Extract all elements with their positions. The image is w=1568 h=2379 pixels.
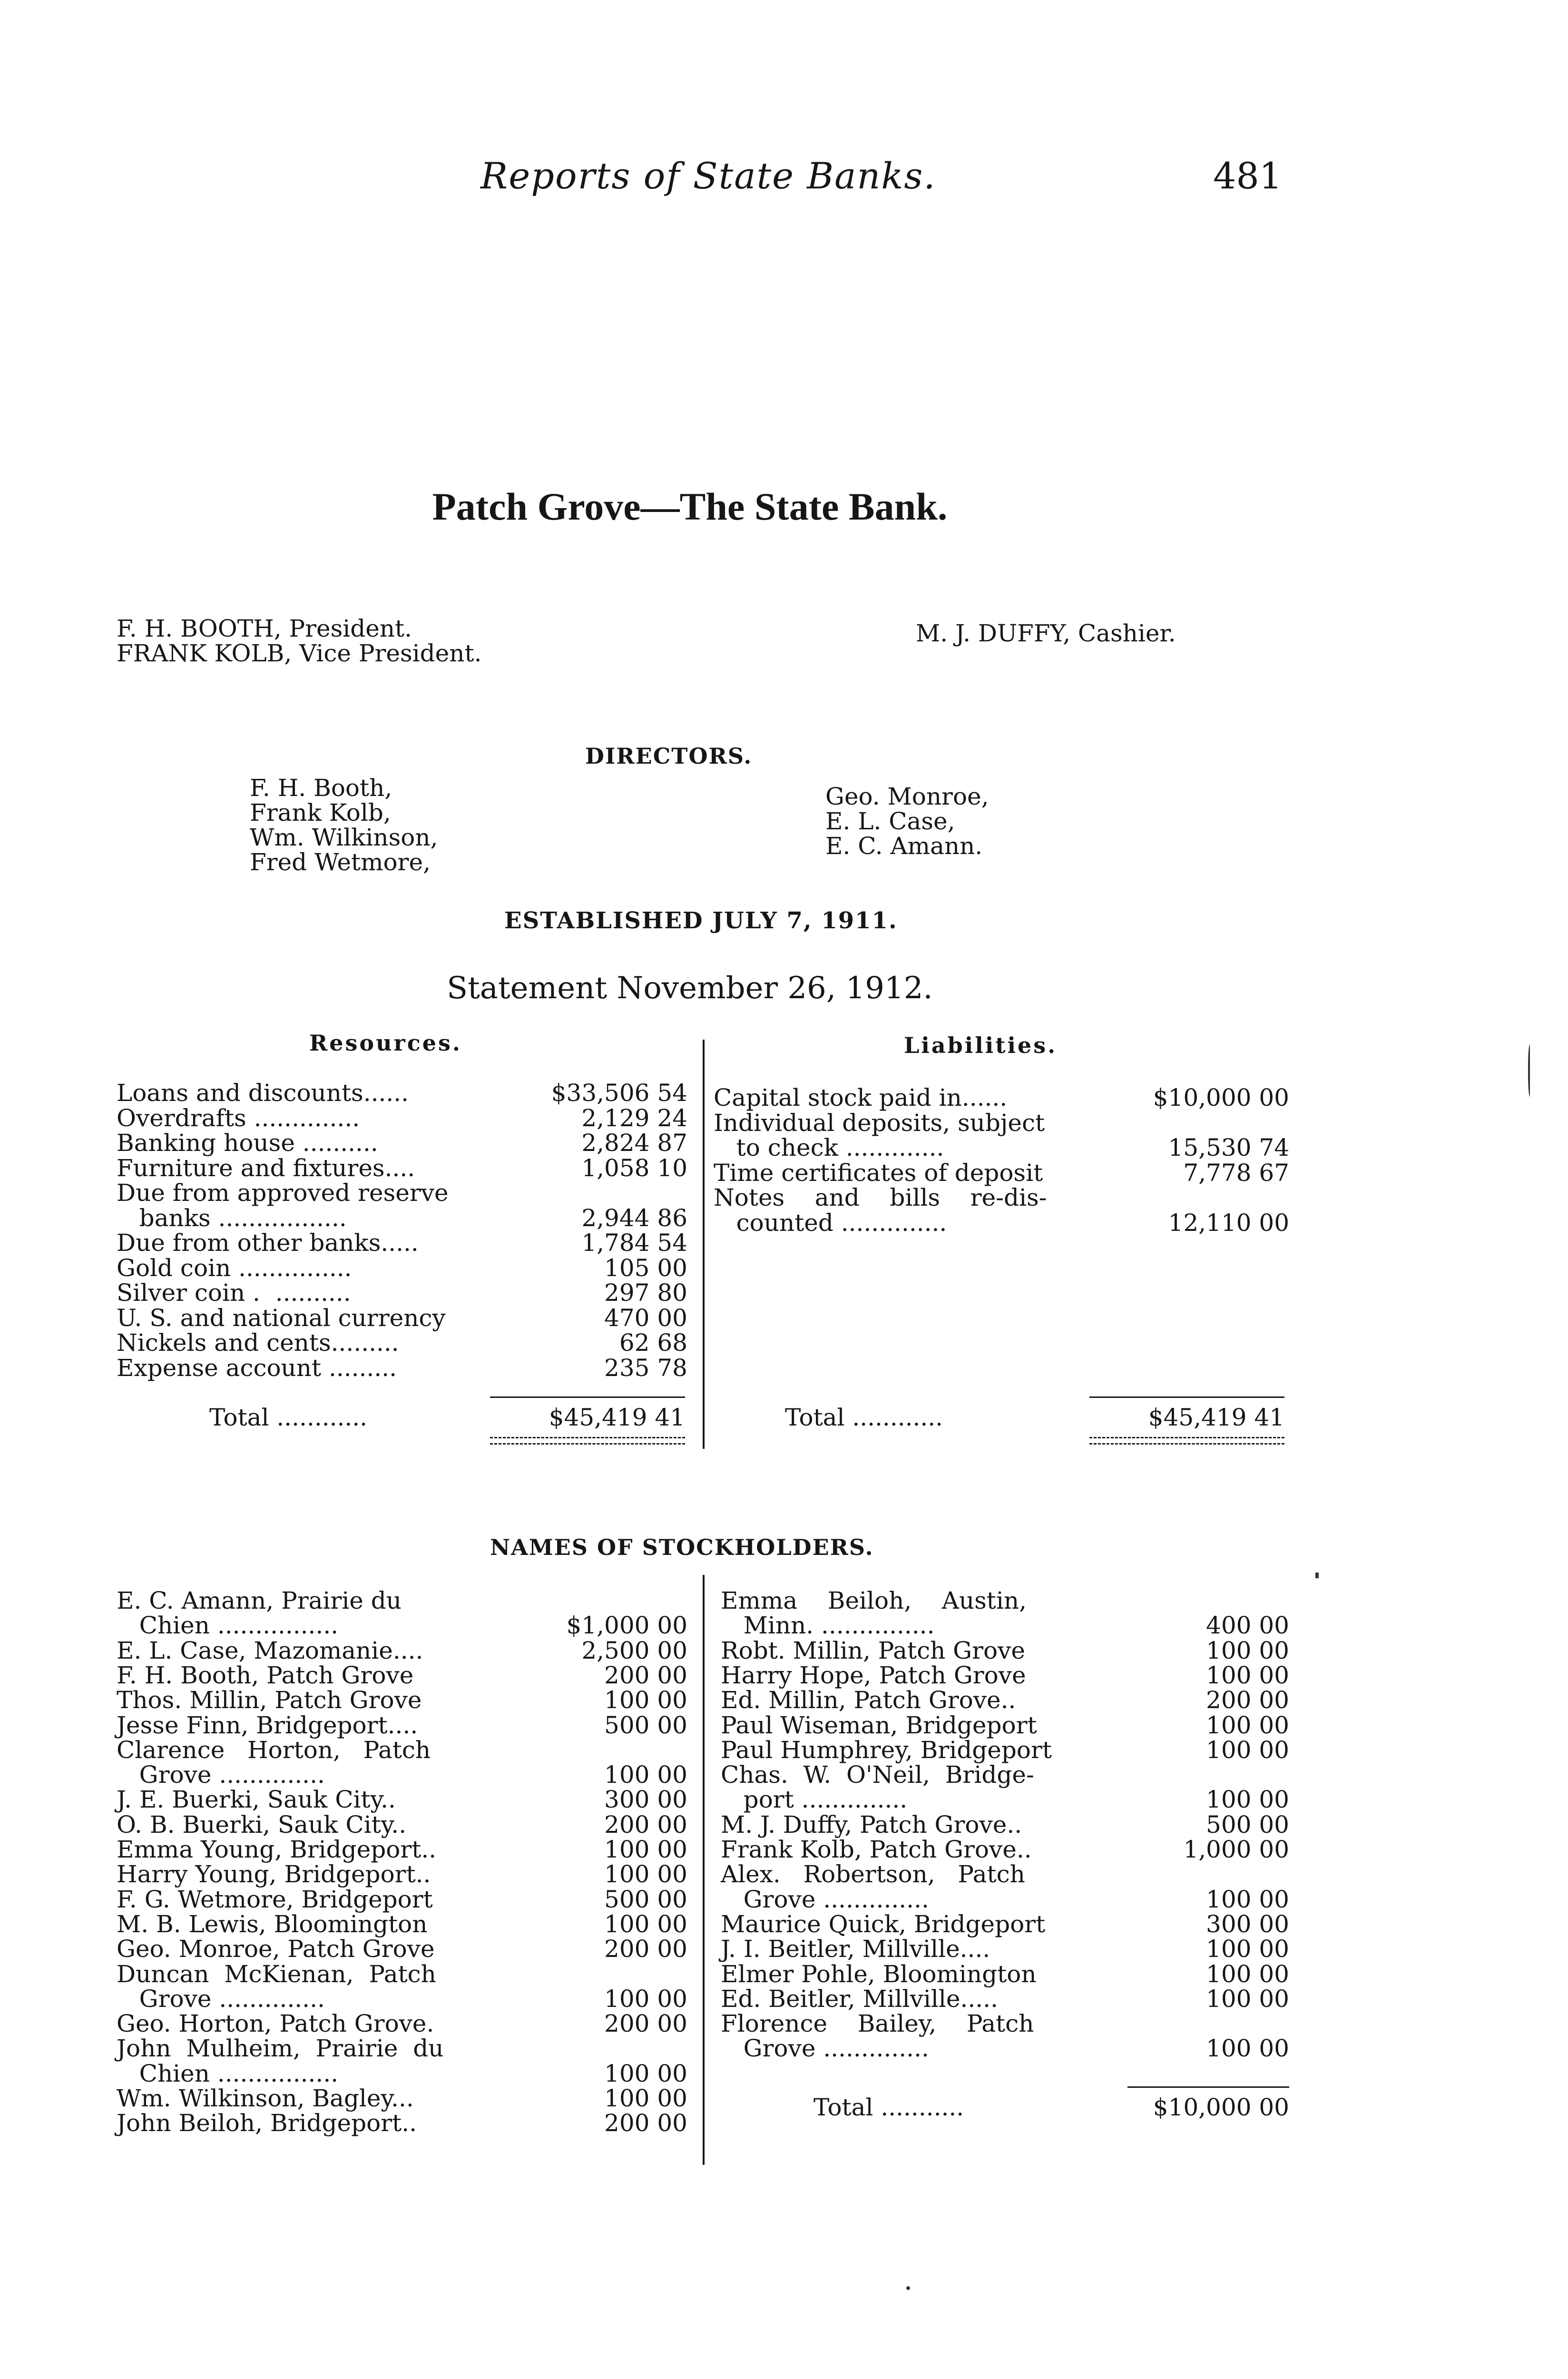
stockholder-row [721,1811,1289,1836]
row-amount: 100 00 [604,1686,687,1714]
row-amount: 100 00 [604,2084,687,2112]
row-label: M. B. Lewis, Bloomington [117,1910,428,1938]
director-name: Geo. Monroe, [825,783,989,810]
row-label: Robt. Millin, Patch Grove [721,1636,1025,1664]
row-label: port .............. [721,1786,908,1814]
stockholder-row [117,1885,687,1913]
stockholder-row [721,1885,1289,1913]
row-label: Gold coin ............... [117,1254,352,1282]
row-amount: 12,110 00 [1168,1209,1289,1237]
resources-row [117,1104,687,1132]
director-name: Fred Wetmore, [250,848,431,876]
resources-heading: Resources. [309,1030,462,1056]
row-amount: 297 80 [604,1279,687,1307]
row-label: Minn. ............... [721,1612,935,1640]
resources-row [117,1179,687,1207]
stockholder-row [721,1960,1289,1988]
resources-row [117,1304,687,1332]
row-label: U. S. and national currency [117,1304,446,1332]
row-label: Expense account ......... [117,1354,397,1382]
row-label: John Mulheim, Prairie du [117,2035,444,2063]
row-amount: 1,000 00 [1183,1836,1289,1863]
row-amount: 400 00 [1206,1612,1289,1640]
row-amount: 200 00 [1206,1686,1289,1714]
row-amount: 100 00 [1206,1636,1289,1664]
stockholder-row [721,1686,1289,1714]
resources-row [117,1354,687,1382]
officer-cashier: M. J. DUFFY, Cashier. [916,619,1176,647]
liabilities-heading: Liabilities. [904,1032,1058,1058]
established-date: ESTABLISHED JULY 7, 1911. [504,907,898,934]
row-amount: 1,058 10 [581,1154,687,1182]
resources-row [117,1279,687,1307]
directors-left-column [250,776,438,875]
row-label: Individual deposits, subject [714,1109,1045,1137]
row-label: F. G. Wetmore, Bridgeport [117,1885,433,1913]
stockholder-row [721,1711,1289,1739]
liabilities-total-row [785,1404,1284,1431]
row-label: Clarence Horton, Patch [117,1736,431,1764]
row-amount: 100 00 [1206,1736,1289,1764]
row-label: Silver coin . .......... [117,1279,351,1307]
stockholder-row [117,1836,687,1863]
stockholder-row [721,1910,1289,1938]
row-label: J. I. Beitler, Millville.... [721,1935,990,1963]
row-label: E. L. Case, Mazomanie.... [117,1636,423,1664]
stockholders-heading: NAMES OF STOCKHOLDERS. [490,1534,874,1560]
stockholder-row [721,1786,1289,1814]
row-amount: 2,824 87 [581,1129,687,1157]
row-label: J. E. Buerki, Sauk City.. [117,1786,396,1814]
row-label: Banking house .......... [117,1129,378,1157]
stockholder-row [117,1811,687,1836]
row-label: counted .............. [714,1209,947,1237]
row-label: Grove .............. [721,2035,929,2063]
stockholder-row [721,1612,1289,1640]
stockholder-row [721,1661,1289,1689]
stockholder-row [721,1836,1289,1863]
resources-total-row [209,1404,685,1431]
stockholder-row [721,1860,1289,1888]
resources-row [117,1254,687,1282]
row-label: Grove .............. [117,1761,325,1789]
row-amount: 100 00 [604,1985,687,2013]
row-amount: 62 68 [619,1329,687,1357]
row-amount: 100 00 [604,1836,687,1863]
total-label: Total ............ [209,1404,368,1431]
stockholder-row [117,1910,687,1938]
row-amount: 2,944 86 [581,1204,687,1232]
row-label: E. C. Amann, Prairie du [117,1587,402,1614]
resources-row [117,1229,687,1257]
statement-title: Statement November 26, 1912. [447,971,933,1006]
row-amount: 100 00 [1206,1985,1289,2013]
liabilities-row [714,1109,1289,1137]
row-amount: 1,784 54 [581,1229,687,1257]
stockholder-row [117,1612,687,1640]
row-amount: 500 00 [604,1885,687,1913]
double-rule [490,1437,685,1445]
row-label: Wm. Wilkinson, Bagley... [117,2084,414,2112]
row-amount: 100 00 [1206,1661,1289,1689]
row-amount: $10,000 00 [1153,1084,1289,1111]
running-header-title: Reports of State Banks. [480,155,936,197]
row-label: John Beiloh, Bridgeport.. [117,2109,417,2137]
row-label: F. H. Booth, Patch Grove [117,1661,414,1689]
row-amount: 300 00 [1206,1910,1289,1938]
row-label: Chien ................ [117,1612,339,1640]
stockholder-row [117,2035,687,2063]
row-amount: 100 00 [1206,2035,1289,2063]
total-amount: $45,419 41 [549,1404,685,1431]
row-amount: 2,500 00 [581,1636,687,1664]
row-amount: 2,129 24 [581,1104,687,1132]
resources-row [117,1079,687,1107]
total-label: Total ............ [785,1404,943,1431]
stockholder-row [117,1636,687,1664]
row-amount: 200 00 [604,1661,687,1689]
row-amount: 100 00 [1206,1935,1289,1963]
row-amount: 300 00 [604,1786,687,1814]
stockholder-row [117,1935,687,1963]
row-amount: 100 00 [1206,1786,1289,1814]
stockholder-row [117,1985,687,2013]
officer-vice-president: FRANK KOLB, Vice President. [117,639,482,667]
total-amount: $45,419 41 [1148,1404,1284,1431]
row-label: Nickels and cents......... [117,1329,399,1357]
stockholder-row [117,1661,687,1689]
row-label: Emma Young, Bridgeport.. [117,1836,437,1863]
row-label: Harry Young, Bridgeport.. [117,1860,431,1888]
row-amount: 200 00 [604,1810,687,1838]
scan-mark [1315,1573,1319,1578]
double-rule [1089,1437,1284,1445]
row-label: Due from approved reserve [117,1179,449,1207]
row-label: Paul Wiseman, Bridgeport [721,1711,1037,1739]
column-divider [703,1575,705,2165]
row-amount: 500 00 [1206,1810,1289,1838]
row-amount: 7,778 67 [1183,1159,1289,1187]
row-label: Geo. Horton, Patch Grove. [117,2010,434,2038]
liabilities-row [714,1134,1289,1159]
row-label: Elmer Pohle, Bloomington [721,1960,1037,1988]
stockholder-row [721,2035,1289,2063]
row-label: Furniture and fixtures.... [117,1154,415,1182]
stockholder-row [117,1960,687,1988]
page-number: 481 [1213,155,1283,197]
row-label: Emma Beiloh, Austin, [721,1587,1027,1614]
row-amount: 500 00 [604,1711,687,1739]
row-label: Geo. Monroe, Patch Grove [117,1935,435,1963]
stockholder-row [117,2084,687,2112]
row-amount: 100 00 [604,1860,687,1888]
row-label: Thos. Millin, Patch Grove [117,1686,422,1714]
stockholder-row [117,1587,687,1612]
stockholder-row [721,1761,1289,1789]
stockholder-row [117,1786,687,1814]
resources-row [117,1204,687,1232]
stockholder-row [721,1935,1289,1963]
stockholders-total-row [813,2094,1289,2121]
row-amount: 100 00 [1206,1711,1289,1739]
total-label: Total ........... [813,2094,964,2121]
stockholder-row [117,1711,687,1739]
stockholder-row [721,2010,1289,2038]
row-amount: 100 00 [1206,1885,1289,1913]
row-label: Maurice Quick, Bridgeport [721,1910,1046,1938]
row-label: Grove .............. [721,1885,929,1913]
stockholder-row [721,1985,1289,2013]
row-label: banks ................. [117,1204,347,1232]
row-label: Due from other banks..... [117,1229,419,1257]
total-amount: $10,000 00 [1153,2094,1289,2121]
director-name: F. H. Booth, [250,774,392,802]
stockholder-row [721,1736,1289,1764]
row-amount: 200 00 [604,2109,687,2137]
row-label: Paul Humphrey, Bridgeport [721,1736,1052,1764]
row-label: Chien ................ [117,2059,339,2087]
total-rule [1089,1396,1284,1398]
stockholder-row [721,1636,1289,1664]
resources-row [117,1329,687,1357]
row-label: M. J. Duffy, Patch Grove.. [721,1810,1022,1838]
row-label: Grove .............. [117,1985,325,2013]
officer-president: F. H. BOOTH, President. [117,615,412,642]
row-amount: $1,000 00 [566,1612,687,1640]
row-amount: 105 00 [604,1254,687,1282]
row-label: Capital stock paid in...... [714,1084,1008,1111]
resources-row [117,1154,687,1182]
row-amount: 100 00 [604,1910,687,1938]
liabilities-row [714,1159,1289,1187]
liabilities-row [714,1209,1289,1237]
row-label: Duncan McKienan, Patch [117,1960,436,1988]
scan-mark [906,2286,910,2290]
row-label: Overdrafts .............. [117,1104,360,1132]
resources-row [117,1129,687,1157]
row-amount: 235 78 [604,1354,687,1382]
row-label: Time certificates of deposit [714,1159,1043,1187]
director-name: E. L. Case, [825,807,955,835]
row-label: Chas. W. O'Neil, Bridge- [721,1761,1034,1789]
liabilities-row [714,1184,1289,1209]
row-label: Alex. Robertson, Patch [721,1860,1025,1888]
row-label: to check ............. [714,1134,944,1161]
column-divider [703,1040,705,1449]
row-label: Loans and discounts...... [117,1079,409,1107]
director-name: Frank Kolb, [250,799,391,826]
total-rule [490,1396,685,1398]
row-amount: 100 00 [604,2059,687,2087]
stockholder-row [117,1736,687,1764]
row-amount: 200 00 [604,1935,687,1963]
row-label: Ed. Beitler, Millville..... [721,1985,998,2013]
row-amount: 100 00 [604,1761,687,1789]
row-label: Harry Hope, Patch Grove [721,1661,1026,1689]
stockholder-row [721,1587,1289,1612]
row-label: O. B. Buerki, Sauk City.. [117,1810,407,1838]
directors-right-column [825,784,989,858]
bank-title: Patch Grove—The State Bank. [432,485,948,528]
row-amount: 100 00 [1206,1960,1289,1988]
stockholder-row [117,2109,687,2137]
directors-heading: DIRECTORS. [585,743,753,769]
row-label: Florence Bailey, Patch [721,2010,1034,2038]
row-label: Jesse Finn, Bridgeport.... [117,1711,418,1739]
director-name: Wm. Wilkinson, [250,824,438,851]
stockholder-row [117,2059,687,2087]
stockholder-row [117,1860,687,1888]
stockholder-row [117,2010,687,2038]
row-label: Frank Kolb, Patch Grove.. [721,1836,1032,1863]
scan-mark [1528,1044,1533,1097]
row-amount: 470 00 [604,1304,687,1332]
liabilities-row [714,1084,1289,1109]
total-rule [1127,2086,1289,2088]
stockholder-row [117,1761,687,1789]
row-label: Notes and bills re-dis- [714,1184,1047,1211]
row-label: Ed. Millin, Patch Grove.. [721,1686,1016,1714]
row-amount: $33,506 54 [551,1079,687,1107]
row-amount: 200 00 [604,2010,687,2038]
row-amount: 15,530 74 [1168,1134,1289,1161]
stockholder-row [117,1686,687,1714]
director-name: E. C. Amann. [825,832,983,860]
